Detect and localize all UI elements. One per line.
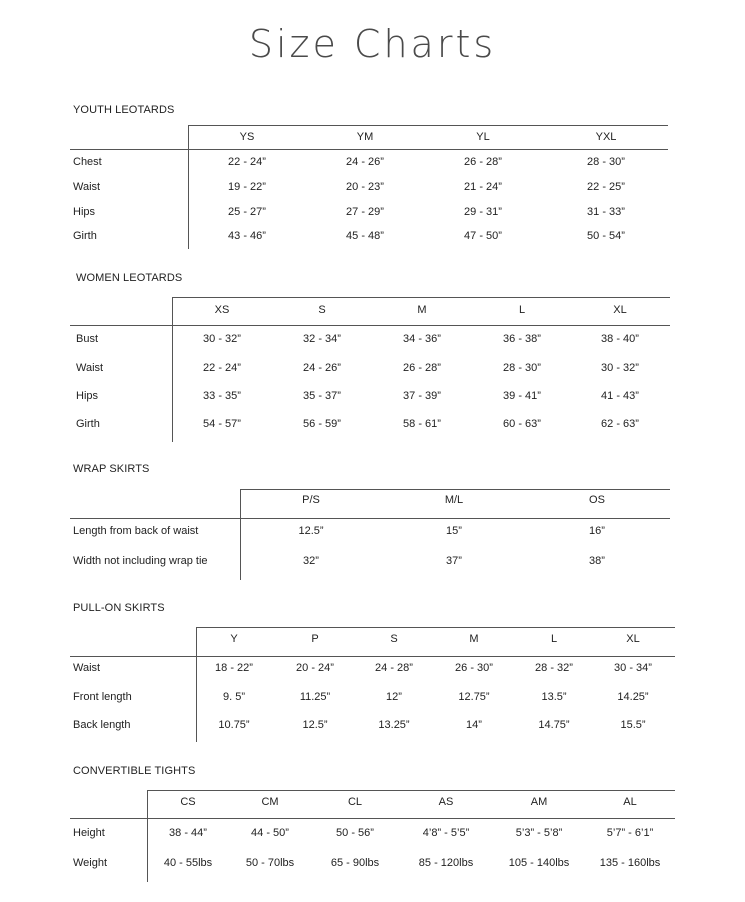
women-size-value: 33 - 35” [203, 390, 241, 402]
wrap-size-value: 37” [446, 555, 462, 567]
wrap-row-label: Length from back of waist [73, 525, 199, 537]
women-size-value: 22 - 24” [203, 362, 241, 374]
pullon-size-value: 28 - 32” [535, 662, 573, 674]
pullon-column-header: P [311, 633, 319, 645]
women-size-value: 60 - 63” [503, 418, 541, 430]
tights-column-header: CL [347, 796, 363, 808]
pullon-column-header: Y [230, 633, 238, 645]
pullon-row-label: Waist [73, 662, 101, 674]
women-column-header: XL [613, 304, 627, 316]
youth-row-label: Waist [73, 181, 101, 193]
pullon-size-value: 10.75” [218, 719, 250, 731]
pullon-size-value: 14” [466, 719, 482, 731]
wrap-size-value: 15” [446, 525, 462, 537]
pullon-size-value: 14.25” [617, 691, 649, 703]
page-title: Size Charts [248, 22, 497, 66]
youth-size-value: 21 - 24” [464, 181, 502, 193]
wrap-row-label: Width not including wrap tie [73, 555, 208, 567]
women-row-label: Girth [76, 418, 100, 430]
pullon-column-header: L [550, 633, 558, 645]
youth-size-value: 26 - 28” [464, 156, 502, 168]
pullon-size-value: 18 - 22” [215, 662, 253, 674]
tights-size-value: 5’3” - 5’8” [515, 827, 563, 839]
youth-column-header: YXL [595, 131, 617, 143]
youth-size-value: 27 - 29” [346, 206, 384, 218]
pullon-row-label: Back length [73, 719, 131, 731]
pullon-size-value: 13.25” [378, 719, 410, 731]
women-size-value: 34 - 36” [403, 333, 441, 345]
women-row-label: Bust [76, 333, 99, 345]
women-size-value: 35 - 37” [303, 390, 341, 402]
youth-column-header: YM [356, 131, 374, 143]
tights-column-header: CS [180, 796, 196, 808]
women-size-value: 30 - 32” [203, 333, 241, 345]
tights-size-value: 4’8” - 5’5” [422, 827, 470, 839]
youth-size-value: 43 - 46” [228, 230, 266, 242]
tights-top-rule [147, 790, 675, 791]
youth-row-label: Girth [73, 230, 97, 242]
pullon-column-header: XL [626, 633, 640, 645]
tights-row-label: Weight [73, 857, 108, 869]
tights-section-title: CONVERTIBLE TIGHTS [73, 765, 196, 777]
youth-size-value: 47 - 50” [464, 230, 502, 242]
pullon-size-value: 14.75” [538, 719, 570, 731]
women-column-header: M [417, 304, 427, 316]
pullon-section-title: PULL-ON SKIRTS [73, 602, 165, 614]
pullon-size-value: 12.5” [302, 719, 328, 731]
youth-size-value: 45 - 48” [346, 230, 384, 242]
women-header-rule [70, 325, 670, 326]
pullon-row-label: Front length [73, 691, 132, 703]
pullon-label-divider [196, 627, 197, 742]
women-size-value: 24 - 26” [303, 362, 341, 374]
wrap-header-rule [70, 518, 670, 519]
tights-size-value: 50 - 70lbs [245, 857, 295, 869]
wrap-column-header: OS [589, 494, 605, 506]
tights-header-rule [70, 818, 675, 819]
tights-column-header: AS [438, 796, 454, 808]
women-section-title: WOMEN LEOTARDS [76, 272, 183, 284]
youth-size-value: 29 - 31” [464, 206, 502, 218]
tights-column-header: CM [261, 796, 279, 808]
youth-size-value: 22 - 24” [228, 156, 266, 168]
wrap-column-header: P/S [302, 494, 320, 506]
pullon-size-value: 12.75” [458, 691, 490, 703]
youth-size-value: 31 - 33” [587, 206, 625, 218]
women-size-value: 39 - 41” [503, 390, 541, 402]
youth-row-label: Hips [73, 206, 96, 218]
wrap-label-divider [240, 489, 241, 580]
pullon-size-value: 9. 5” [222, 691, 246, 703]
women-label-divider [172, 297, 173, 442]
pullon-column-header: S [390, 633, 398, 645]
pullon-header-rule [70, 656, 675, 657]
tights-size-value: 65 - 90lbs [330, 857, 380, 869]
pullon-top-rule [196, 627, 675, 628]
pullon-size-value: 13.5” [541, 691, 567, 703]
women-size-value: 41 - 43” [601, 390, 639, 402]
wrap-section-title: WRAP SKIRTS [73, 463, 150, 475]
youth-size-value: 19 - 22” [228, 181, 266, 193]
youth-size-value: 24 - 26” [346, 156, 384, 168]
women-size-value: 38 - 40” [601, 333, 639, 345]
women-row-label: Waist [76, 362, 104, 374]
women-size-value: 62 - 63” [601, 418, 639, 430]
pullon-size-value: 15.5” [620, 719, 646, 731]
wrap-top-rule [240, 489, 670, 490]
women-size-value: 28 - 30” [503, 362, 541, 374]
pullon-size-value: 26 - 30” [455, 662, 493, 674]
women-size-value: 30 - 32” [601, 362, 639, 374]
pullon-size-value: 11.25” [299, 691, 331, 703]
youth-label-divider [188, 125, 189, 249]
tights-size-value: 40 - 55lbs [163, 857, 213, 869]
youth-column-header: YL [476, 131, 490, 143]
women-size-value: 58 - 61” [403, 418, 441, 430]
tights-size-value: 44 - 50” [251, 827, 289, 839]
pullon-size-value: 24 - 28” [375, 662, 413, 674]
women-column-header: L [518, 304, 526, 316]
tights-size-value: 38 - 44” [169, 827, 207, 839]
tights-size-value: 50 - 56” [336, 827, 374, 839]
women-size-value: 37 - 39” [403, 390, 441, 402]
women-top-rule [172, 297, 670, 298]
women-size-value: 56 - 59” [303, 418, 341, 430]
tights-column-header: AL [623, 796, 637, 808]
wrap-column-header: M/L [444, 494, 464, 506]
youth-size-value: 50 - 54” [587, 230, 625, 242]
tights-label-divider [147, 790, 148, 882]
women-size-value: 32 - 34” [303, 333, 341, 345]
youth-top-rule [188, 125, 668, 126]
wrap-size-value: 32” [303, 555, 319, 567]
pullon-column-header: M [469, 633, 479, 645]
pullon-size-value: 30 - 34” [614, 662, 652, 674]
tights-size-value: 105 - 140lbs [508, 857, 570, 869]
pullon-size-value: 12” [386, 691, 402, 703]
pullon-size-value: 20 - 24” [296, 662, 334, 674]
women-size-value: 54 - 57” [203, 418, 241, 430]
tights-size-value: 5’7” - 6’1” [606, 827, 654, 839]
youth-size-value: 22 - 25” [587, 181, 625, 193]
women-column-header: XS [214, 304, 230, 316]
wrap-size-value: 16” [589, 525, 605, 537]
youth-section-title: YOUTH LEOTARDS [73, 104, 175, 116]
tights-size-value: 85 - 120lbs [418, 857, 474, 869]
tights-row-label: Height [73, 827, 105, 839]
women-size-value: 26 - 28” [403, 362, 441, 374]
youth-header-rule [70, 149, 668, 150]
women-row-label: Hips [76, 390, 99, 402]
youth-size-value: 20 - 23” [346, 181, 384, 193]
tights-size-value: 135 - 160lbs [599, 857, 661, 869]
tights-column-header: AM [530, 796, 548, 808]
women-column-header: S [318, 304, 326, 316]
youth-row-label: Chest [73, 156, 102, 168]
youth-size-value: 28 - 30” [587, 156, 625, 168]
youth-column-header: YS [239, 131, 255, 143]
women-size-value: 36 - 38” [503, 333, 541, 345]
wrap-size-value: 38” [589, 555, 605, 567]
youth-size-value: 25 - 27” [228, 206, 266, 218]
wrap-size-value: 12.5” [298, 525, 324, 537]
